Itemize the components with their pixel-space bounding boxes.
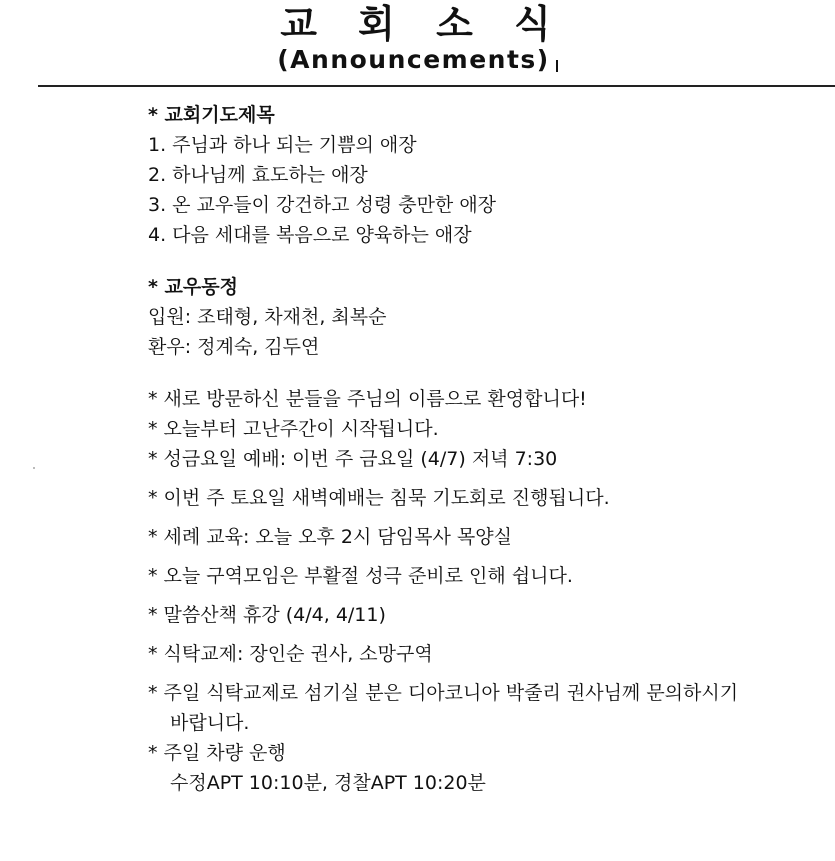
announcement-body (148, 100, 828, 798)
prayer-item: 4. 다음 세대를 복음으로 양육하는 애장 (148, 224, 472, 246)
section-gap (148, 362, 828, 384)
margin-dot (33, 467, 35, 469)
prayer-item: 1. 주님과 하나 되는 기쁨의 애장 (148, 134, 417, 156)
notice-item-continuation: 바랍니다. (170, 712, 250, 734)
prayer-heading: * 교회기도제목 (148, 104, 275, 126)
page-subtitle (0, 44, 835, 76)
prayer-item: 2. 하나님께 효도하는 애장 (148, 164, 368, 186)
page-title: 교 회 소 식 (280, 2, 565, 46)
notice-item: * 말씀산책 휴강 (4/4, 4/11) (148, 604, 386, 626)
members-section (148, 272, 828, 362)
header-divider (38, 85, 835, 87)
notice-item: * 주일 식탁교제로 섬기실 분은 디아코니아 박줄리 권사님께 문의하시기 (148, 682, 739, 704)
notice-item: * 주일 차량 운행 (148, 742, 286, 764)
prayer-section (148, 100, 828, 250)
members-item: 환우: 정계숙, 김두연 (148, 336, 320, 358)
notice-item: * 식탁교제: 장인순 권사, 소망구역 (148, 643, 433, 665)
notice-item-continuation: 수정APT 10:10분, 경찰APT 10:20분 (170, 772, 486, 794)
section-gap (148, 250, 828, 272)
subtitle-text: (Announcements) (277, 45, 550, 74)
notice-item: * 오늘 구역모임은 부활절 성극 준비로 인해 쉽니다. (148, 565, 573, 587)
notice-item: * 이번 주 토요일 새벽예배는 침묵 기도회로 진행됩니다. (148, 487, 610, 509)
subtitle-mark (556, 60, 558, 72)
members-heading: * 교우동정 (148, 276, 238, 298)
prayer-item: 3. 온 교우들이 강건하고 성령 충만한 애장 (148, 194, 497, 216)
notice-item: * 새로 방문하신 분들을 주님의 이름으로 환영합니다! (148, 388, 587, 410)
notice-item: * 세례 교육: 오늘 오후 2시 담임목사 목양실 (148, 526, 512, 548)
notice-item: * 오늘부터 고난주간이 시작됩니다. (148, 418, 439, 440)
notice-item: * 성금요일 예배: 이번 주 금요일 (4/7) 저녁 7:30 (148, 448, 558, 470)
notices-section (148, 384, 828, 798)
members-item: 입원: 조태형, 차재천, 최복순 (148, 306, 387, 328)
